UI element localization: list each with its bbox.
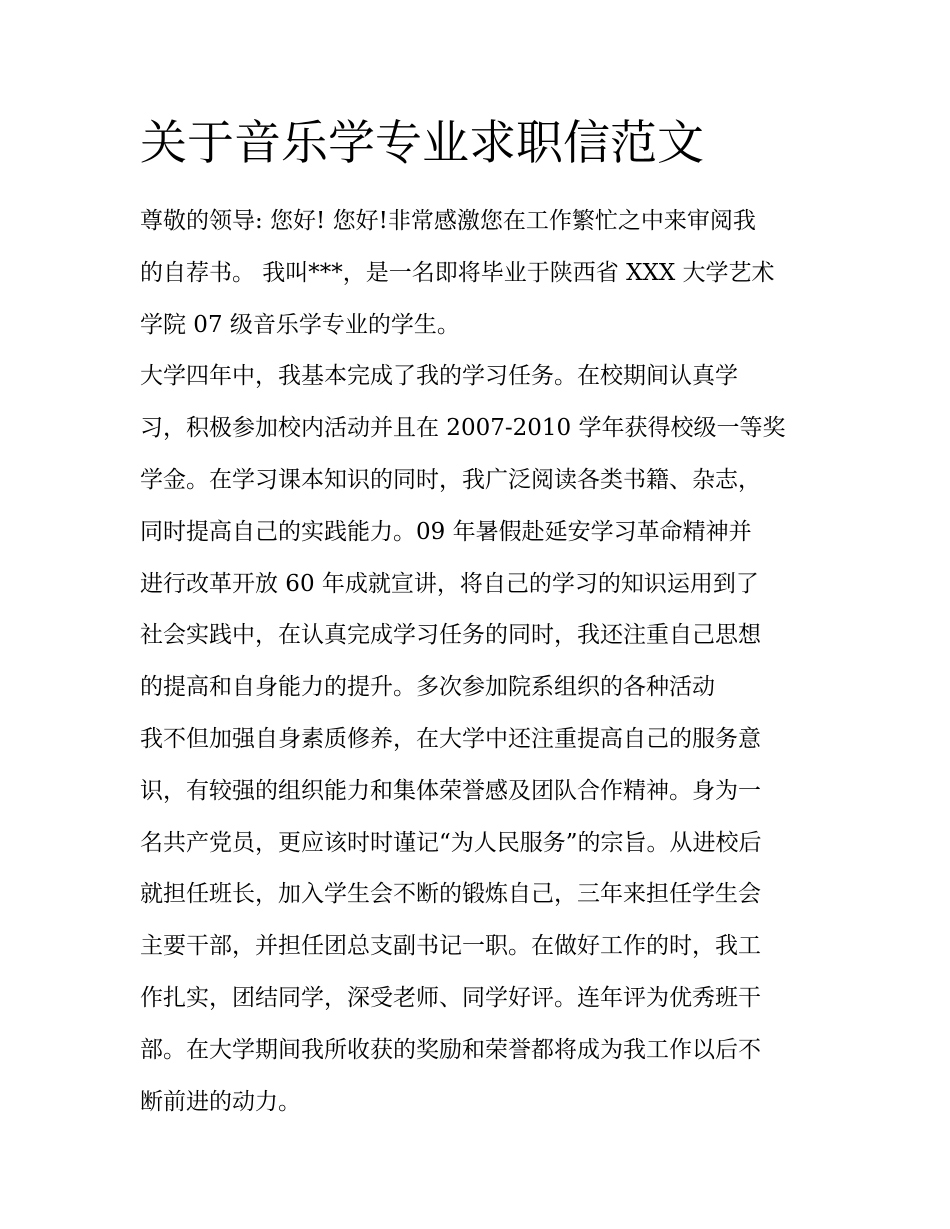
body-line: 的提高和自身能力的提升。多次参加院系组织的各种活动	[140, 674, 715, 701]
body-line: 我不但加强自身素质修养，在大学中还注重提高自己的服务意	[140, 725, 761, 752]
body-line: 学院 07 级音乐学专业的学生。	[140, 311, 460, 338]
document-title: 关于音乐学专业求职信范文	[140, 116, 704, 171]
body-line: 进行改革开放 60 年成就宣讲，将自己的学习的知识运用到了	[140, 570, 759, 597]
body-line: 识，有较强的组织能力和集体荣誉感及团队合作精神。身为一	[140, 777, 761, 804]
body-line: 同时提高自己的实践能力。09 年暑假赴延安学习革命精神并	[140, 518, 752, 545]
body-line: 习，积极参加校内活动并且在 2007-2010 学年获得校级一等奖	[140, 415, 786, 442]
body-line: 的自荐书。 我叫***，是一名即将毕业于陕西省 XXX 大学艺术	[140, 259, 775, 286]
body-line: 作扎实，团结同学，深受老师、同学好评。连年评为优秀班干	[140, 984, 761, 1011]
body-line: 大学四年中，我基本完成了我的学习任务。在校期间认真学	[140, 363, 738, 390]
body-line: 名共产党员，更应该时时谨记“为人民服务”的宗旨。从进校后	[140, 829, 762, 856]
body-line: 断前进的动力。	[140, 1088, 301, 1115]
body-line: 学金。在学习课本知识的同时，我广泛阅读各类书籍、杂志，	[140, 466, 761, 493]
body-line: 尊敬的领导: 您好! 您好!非常感激您在工作繁忙之中来审阅我	[140, 208, 756, 234]
body-line: 部。在大学期间我所收获的奖励和荣誉都将成为我工作以后不	[140, 1036, 761, 1063]
body-line: 主要干部，并担任团总支副书记一职。在做好工作的时，我工	[140, 933, 761, 960]
body-line: 社会实践中，在认真完成学习任务的同时，我还注重自己思想	[140, 622, 761, 649]
body-line: 就担任班长，加入学生会不断的锻炼自己，三年来担任学生会	[140, 881, 761, 908]
document-body	[140, 196, 820, 1128]
